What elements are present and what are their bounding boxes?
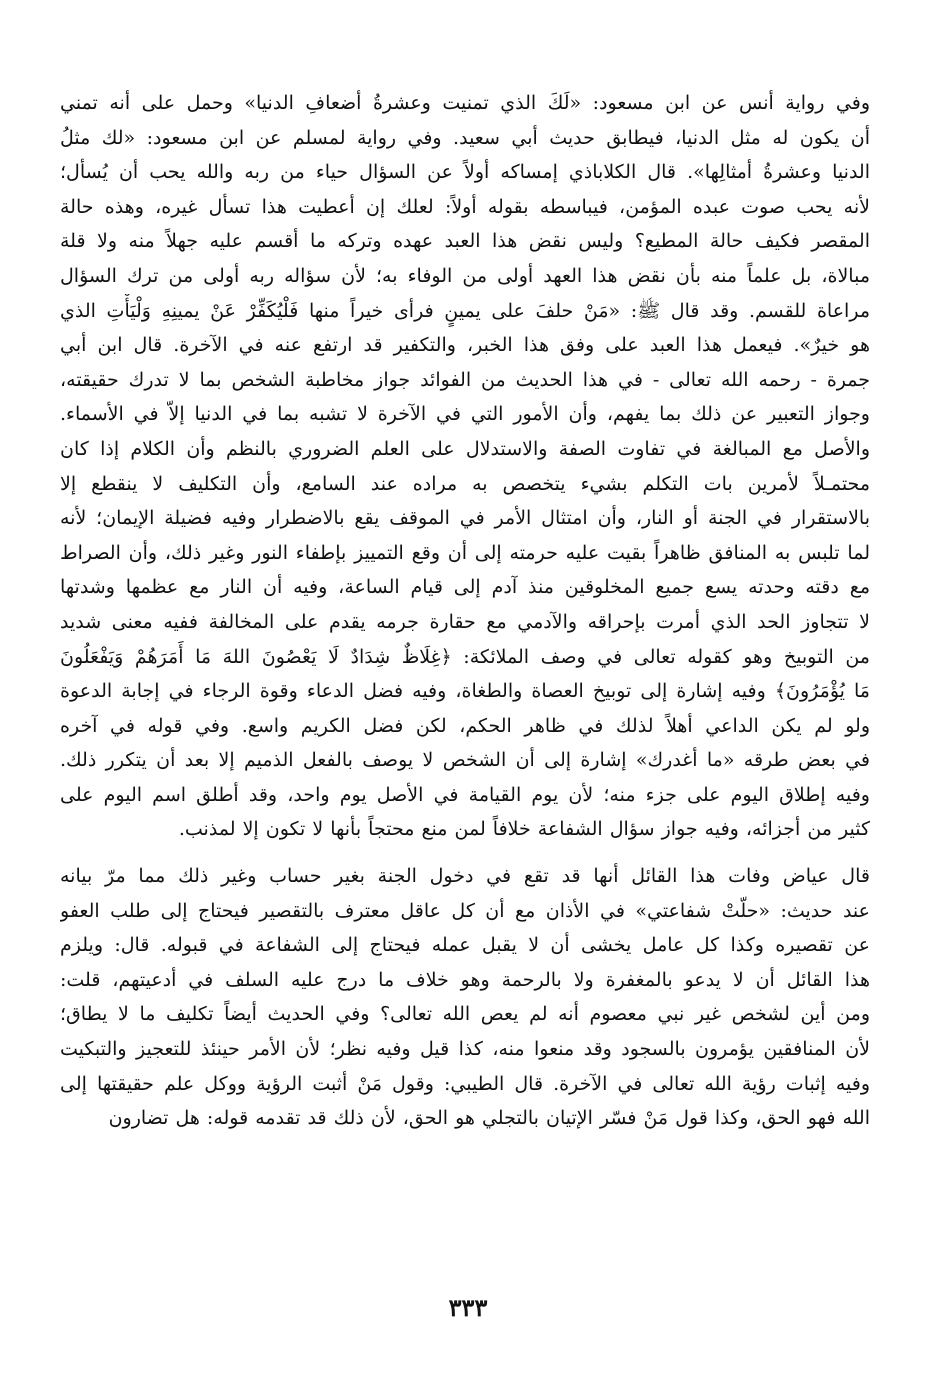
paragraph-1-line-13: بالاستقرار في الجنة أو النار، وأن امتثال الأمر في الموقف يقع بالاضطرار وفيه فضيلة الإيمان؛ لأنه [60, 507, 870, 530]
paragraph-1-line-5: المقصر فكيف حالة المطيع؟ وليس نقض هذا العبد عهده وتركه ما أقسم عليه جهلاً منه ولا قلة [60, 230, 870, 253]
paragraph-2-line-7: وفيه إثبات رؤية الله تعالى في الآخرة. قال الطيبي: وقول مَنْ أثبت الرؤية ووكل علم حقيقتها إلى [60, 1072, 870, 1095]
paragraph-1-line-19: ولو لم يكن الداعي أهلاً لذلك في ظاهر الحكم، لكن فضل الكريم واسع. وفي قوله في آخره [60, 714, 870, 737]
paragraph-1-line-3: الدنيا وعشرةُ أمثالِها». قال الكلاباذي إمساكه أولاً عن السؤال حياء من ربه والله يحب أن يُسأل؛ [60, 161, 870, 184]
paragraph-1-line-6: مبالاة، بل علماً منه بأن نقض هذا العهد أولى من الوفاء به؛ لأن سؤاله ربه أولى من ترك السؤال [60, 264, 870, 287]
paragraph-1-line-1: وفي رواية أنس عن ابن مسعود: «لَكَ الذي تمنيت وعشرةُ أضعافِ الدنيا» وحمل على أنه تمني [60, 92, 870, 114]
paragraph-1 [60, 86, 870, 847]
paragraph-2-line-8: الله فهو الحق، وكذا قول مَنْ فسّر الإتيان بالتجلي هو الحق، لأن ذلك قد تقدمه قوله: هل تضارون [108, 1107, 870, 1130]
paragraph-1-line-18: مَا يُؤْمَرُونَ﴾ وفيه إشارة إلى توبيخ العصاة والطغاة، وفيه فضل الدعاء وقوة الرجاء في إجابة الدعوة [60, 680, 870, 703]
paragraph-1-line-7: مراعاة للقسم. وقد قال ﷺ: «مَنْ حلفَ على يمينٍ فرأى خيراً منها فَلْيُكَفِّرْ عَنْ يمينِهِ وَلْيَأْتِ الذي [60, 299, 870, 322]
paragraph-1-line-4: لأنه يحب صوت عبده المؤمن، فيباسطه بقوله أولاً: لعلك إن أعطيت هذا تسأل غيره، وهذه حالة [60, 195, 870, 218]
page-number: ٣٣٣ [448, 1293, 488, 1322]
paragraph-2-line-1: قال عياض وفات هذا القائل أنها قد تقع في دخول الجنة بغير حساب وغير ذلك مما مرّ بيانه [60, 865, 870, 888]
paragraph-1-line-15: مع دقته وحدته يسع جميع المخلوقين منذ آدم إلى قيام الساعة، وفيه أن النار مع عظمها وشدتها [60, 576, 870, 599]
paragraph-1-line-9: جمرة - رحمه الله تعالى - في هذا الحديث من الفوائد جواز مخاطبة الشخص بما لا تدرك حقيقته، [60, 368, 870, 391]
paragraph-1-line-21: وفيه إطلاق اليوم على جزء منه؛ لأن يوم القيامة في الأصل يوم واحد، وقد أطلق اسم اليوم على [60, 783, 870, 806]
paragraph-1-line-12: محتمـلاً لأمرين بات التكلم بشيء يتخصص به مراده عند السامع، وأن التكليف لا ينقطع إلا [60, 472, 870, 495]
paragraph-1-line-14: لما تلبس به المنافق ظاهراً بقيت عليه حرمته إلى أن وقع التمييز بإطفاء النور وغير ذلك، وأن الصراط [60, 541, 870, 564]
paragraph-2-line-5: ومن أين لشخص غير نبي معصوم أنه لم يعص الله تعالى؟ وفي الحديث أيضاً تكليف ما لا يطاق؛ [60, 1003, 870, 1026]
paragraph-1-line-8: هو خيرٌ». فيعمل هذا العبد على وفق هذا الخبر، والتكفير قد ارتفع عنه في الآخرة. قال ابن أبي [60, 334, 870, 357]
paragraph-2-line-2: عند حديث: «حلّتْ شفاعتي» في الأذان مع أن كل عاقل معترف بالتقصير فيحتاج إلى طلب العفو [60, 899, 870, 922]
paragraph-2 [60, 859, 870, 1136]
paragraph-1-line-17: من التوبيخ وهو كقوله تعالى في وصف الملائكة: ﴿غِلَاظٌ شِدَادٌ لَا يَعْصُونَ اللهَ مَا أَمَرَهُمْ وَيَفْعَلُونَ [60, 645, 870, 668]
paragraph-2-line-6: لأن المنافقين يؤمرون بالسجود وقد منعوا منه، كذا قيل وفيه نظر؛ لأن الأمر حينئذ للتعجيز والتبكيت [60, 1038, 870, 1061]
paragraph-1-line-20: في بعض طرقه «ما أغدرك» إشارة إلى أن الشخص لا يوصف بالفعل الذميم إلا بعد أن يتكرر ذلك. [60, 749, 870, 772]
paragraph-1-line-2: أن يكون له مثل الدنيا، فيطابق حديث أبي سعيد. وفي رواية لمسلم عن ابن مسعود: «لك مثلُ [60, 126, 870, 149]
paragraph-1-line-16: لا تتجاوز الحد الذي أمرت بإحراقه والآدمي مع حقارة جرمه يقدم على المخالفة ففيه معنى شديد [60, 610, 870, 633]
paragraph-1-line-10: وجواز التعبير عن ذلك بما يفهم، وأن الأمور التي في الآخرة لا تشبه بما في الدنيا إلاّ في الأسماء. [60, 403, 870, 426]
book-page [60, 86, 870, 1346]
paragraph-2-line-4: هذا القائل أن لا يدعو بالمغفرة ولا بالرحمة وهو خلاف ما درج عليه السلف في أدعيتهم، قلت: [60, 968, 870, 991]
paragraph-2-line-3: عن تقصيره وكذا كل عامل يخشى أن لا يقبل عمله فيحتاج إلى الشفاعة في قبوله. قال: ويلزم [60, 934, 870, 957]
paragraph-1-line-22: كثير من أجزائه، وفيه جواز سؤال الشفاعة خلافاً لمن منع محتجاً بأنها لا تكون إلا لمذنب. [178, 818, 870, 841]
paragraph-1-line-11: والأصل مع المبالغة في تفاوت الصفة والاستدلال على العلم الضروري بالنظم وأن الكلام إذا كان [60, 437, 870, 460]
